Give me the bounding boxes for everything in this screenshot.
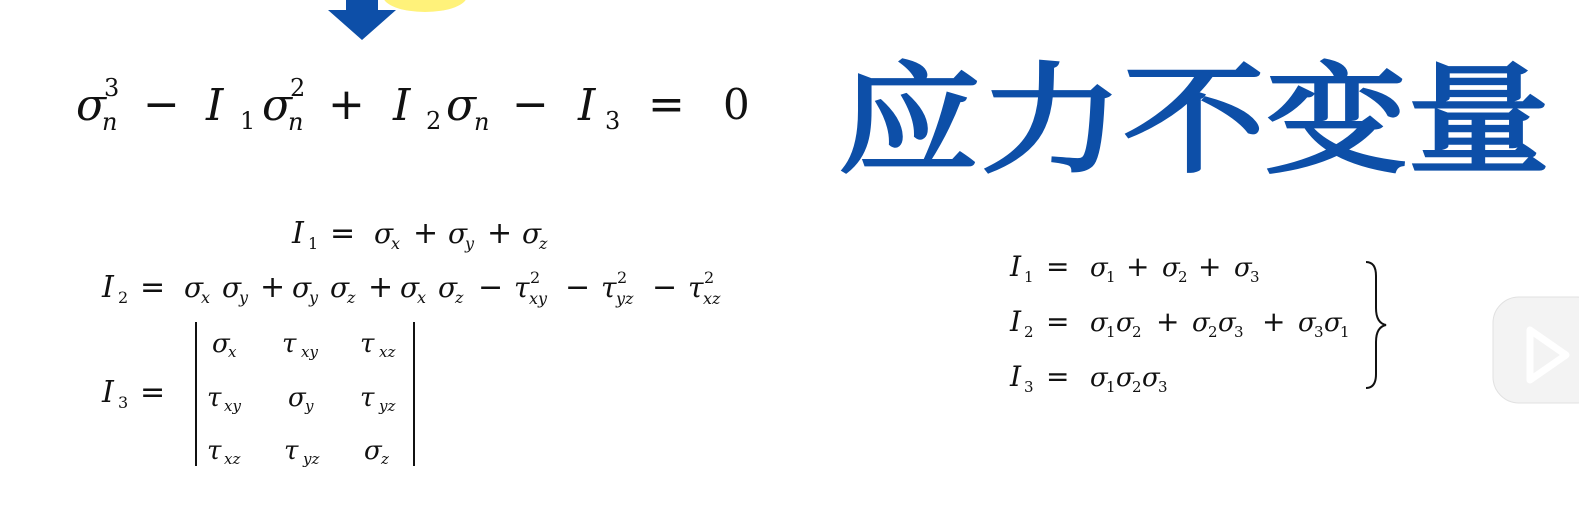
eq-sigma-2: σ xyxy=(262,80,293,131)
down-arrow-icon xyxy=(328,0,396,40)
det-r3c3-sub: z xyxy=(381,450,389,468)
det-r2c1-tau: τ xyxy=(207,383,222,413)
eq-plus: + xyxy=(328,79,365,130)
pi3-sigma-3: σ xyxy=(1142,363,1160,393)
gi2-tau-xy-sq: 2 xyxy=(530,268,541,287)
eq-power-2: 2 xyxy=(290,74,306,102)
eq-equals: = xyxy=(648,79,685,130)
pi2-plus-2: + xyxy=(1262,305,1286,338)
det-r1c2-tau: τ xyxy=(282,329,297,359)
gi2-plus-1: + xyxy=(260,270,286,305)
gi1-I: I xyxy=(292,216,304,251)
gi3-I: I xyxy=(102,375,114,410)
gi2-tau-xy-sub: xy xyxy=(529,289,548,308)
gi2-sigma-y-1: σ xyxy=(222,271,242,304)
gi2-sigma-y-2: σ xyxy=(292,271,312,304)
gi2-minus-2: − xyxy=(565,270,591,305)
det-r3c2-tau: τ xyxy=(284,436,299,466)
gi2-tau-xz-sq: 2 xyxy=(704,268,715,287)
eq-minus-2: − xyxy=(512,79,549,130)
det-r3c2-sub: yz xyxy=(303,450,320,468)
pi2-sigma-c1-sub: 1 xyxy=(1340,323,1350,341)
invariant-I1-general xyxy=(291,216,548,253)
gi1-equals: = xyxy=(330,216,356,251)
pi2-sigma-a2-sub: 2 xyxy=(1132,323,1142,341)
gi2-sub-y-1: y xyxy=(239,288,249,307)
characteristic-equation xyxy=(76,74,750,136)
det-r3c1-tau: τ xyxy=(207,436,222,466)
det-r1c3-tau: τ xyxy=(360,329,375,359)
pi1-sigma-3: σ xyxy=(1234,253,1252,283)
pi2-sub-2: 2 xyxy=(1024,323,1034,341)
gi2-plus-2: + xyxy=(368,270,394,305)
principal-invariants xyxy=(1009,250,1386,396)
gi1-sub-1: 1 xyxy=(308,234,319,253)
gi1-sigma-y: σ xyxy=(448,217,468,250)
gi1-sub-y: y xyxy=(465,234,475,253)
eq-I-1: I xyxy=(206,80,224,131)
gi2-tau-yz: τ xyxy=(601,271,617,304)
pi3-sigma-2-sub: 2 xyxy=(1132,378,1142,396)
pi3-I: I xyxy=(1010,360,1022,393)
pi3-sigma-1: σ xyxy=(1090,363,1108,393)
det-r1c1-sub: x xyxy=(228,343,237,361)
gi2-sigma-z-2: σ xyxy=(438,271,458,304)
pi1-sigma-2: σ xyxy=(1162,253,1180,283)
pi2-sigma-b2: σ xyxy=(1192,308,1210,338)
pi2-sigma-b3-sub: 3 xyxy=(1234,323,1244,341)
det-r2c2-sigma: σ xyxy=(288,383,306,413)
gi2-tau-yz-sub: yz xyxy=(616,289,634,308)
right-brace xyxy=(1366,262,1386,388)
det-r2c3-tau: τ xyxy=(360,383,375,413)
det-r1c3-sub: xz xyxy=(379,343,396,361)
det-r1c1-sigma: σ xyxy=(212,329,230,359)
eq-zero: 0 xyxy=(723,80,750,129)
gi2-sigma-z-1: σ xyxy=(330,271,350,304)
invariant-I3-general xyxy=(101,322,414,468)
eq-minus-1: − xyxy=(143,79,180,130)
eq-sub-1: 1 xyxy=(240,107,256,135)
pi2-equals: = xyxy=(1046,305,1070,338)
gi2-sub-x-1: x xyxy=(201,288,211,307)
gi2-minus-3: − xyxy=(652,270,678,305)
pi1-sigma-1-sub: 1 xyxy=(1106,268,1116,286)
gi2-tau-xz: τ xyxy=(688,271,704,304)
gi2-sigma-x-1: σ xyxy=(184,271,204,304)
video-play-icon[interactable] xyxy=(1493,297,1579,403)
pi1-sigma-1: σ xyxy=(1090,253,1108,283)
gi1-plus-1: + xyxy=(413,216,439,251)
gi2-equals: = xyxy=(140,270,166,305)
gi2-tau-xz-sub: xz xyxy=(703,289,721,308)
det-r2c1-sub: xy xyxy=(224,397,241,415)
gi1-plus-2: + xyxy=(487,216,513,251)
pi2-sigma-c3: σ xyxy=(1298,308,1316,338)
gi3-sub-3: 3 xyxy=(118,393,129,412)
eq-I-3: I xyxy=(578,80,596,131)
eq-sub-3: 3 xyxy=(605,107,621,135)
pi1-plus-1: + xyxy=(1126,250,1150,283)
pi3-sigma-1-sub: 1 xyxy=(1106,378,1116,396)
gi2-sub-2: 2 xyxy=(118,288,129,307)
det-r3c3-sigma: σ xyxy=(364,436,382,466)
pi2-sigma-a1-sub: 1 xyxy=(1106,323,1116,341)
pi3-sigma-2: σ xyxy=(1116,363,1134,393)
pi1-sigma-3-sub: 3 xyxy=(1250,268,1260,286)
pi3-sub-3: 3 xyxy=(1024,378,1034,396)
gi1-sigma-z: σ xyxy=(522,217,542,250)
pi1-I: I xyxy=(1010,250,1022,283)
gi2-I: I xyxy=(102,270,114,305)
pi3-sigma-3-sub: 3 xyxy=(1158,378,1168,396)
gi1-sub-x: x xyxy=(391,234,401,253)
eq-sub-n-2: n xyxy=(288,108,304,136)
pi1-plus-2: + xyxy=(1198,250,1222,283)
pi1-sub-1: 1 xyxy=(1024,268,1034,286)
det-r3c1-sub: xz xyxy=(224,450,241,468)
det-r1c2-sub: xy xyxy=(301,343,318,361)
gi1-sigma-x: σ xyxy=(374,217,394,250)
pi2-sigma-c1: σ xyxy=(1324,308,1342,338)
gi2-minus-1: − xyxy=(478,270,504,305)
eq-sub-2: 2 xyxy=(426,107,442,135)
pi2-sigma-a1: σ xyxy=(1090,308,1108,338)
gi2-tau-yz-sq: 2 xyxy=(617,268,628,287)
eq-power-3: 3 xyxy=(104,74,120,102)
eq-sigma-1: σ xyxy=(76,80,107,131)
invariant-I2-general xyxy=(101,268,721,308)
gi2-sub-x-2: x xyxy=(417,288,427,307)
gi2-sub-z-2: z xyxy=(455,288,464,307)
eq-sub-n-1: n xyxy=(102,108,118,136)
pi2-I: I xyxy=(1010,305,1022,338)
pi2-sigma-b3: σ xyxy=(1218,308,1236,338)
pi2-sigma-a2: σ xyxy=(1116,308,1134,338)
gi2-tau-xy: τ xyxy=(514,271,530,304)
pi2-sigma-b2-sub: 2 xyxy=(1208,323,1218,341)
pi1-equals: = xyxy=(1046,250,1070,283)
gi2-sub-z-1: z xyxy=(347,288,356,307)
eq-sub-n-3: n xyxy=(474,108,490,136)
det-r2c2-sub: y xyxy=(305,397,314,415)
gi1-sub-z: z xyxy=(539,234,548,253)
gi3-equals: = xyxy=(140,375,166,410)
pi2-sigma-c3-sub: 3 xyxy=(1314,323,1324,341)
eq-I-2: I xyxy=(393,80,411,131)
det-r2c3-sub: yz xyxy=(379,397,396,415)
gi2-sub-y-2: y xyxy=(309,288,319,307)
gi2-sigma-x-2: σ xyxy=(400,271,420,304)
slide-title: 应力不变量 xyxy=(838,52,1550,191)
pi3-equals: = xyxy=(1046,360,1070,393)
pi2-plus-1: + xyxy=(1156,305,1180,338)
eq-sigma-3: σ xyxy=(446,80,477,131)
pi1-sigma-2-sub: 2 xyxy=(1178,268,1188,286)
